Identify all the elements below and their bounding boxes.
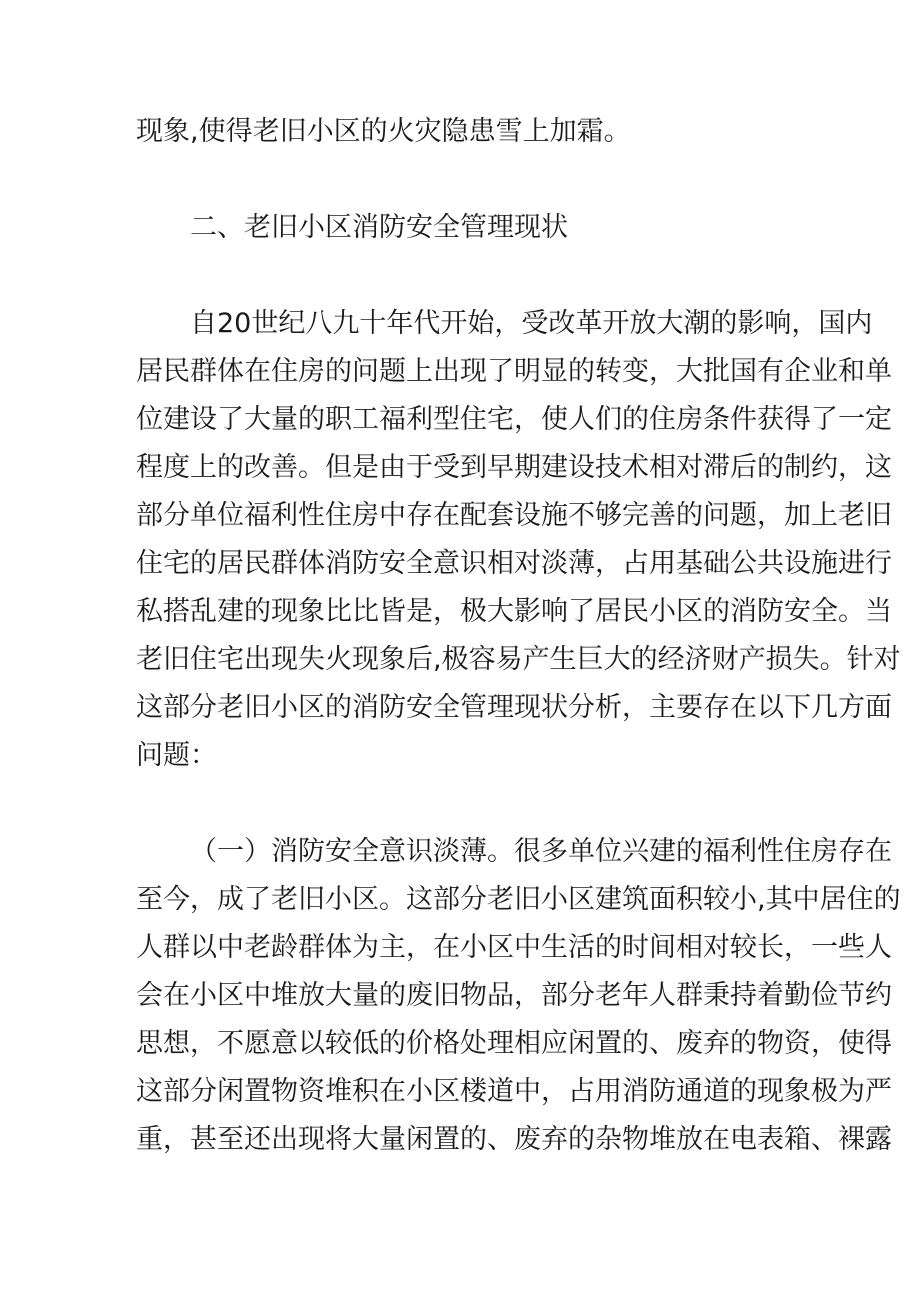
paragraph-line: 住宅的居民群体消防安全意识相对淡薄，占用基础公共设施进行	[136, 548, 892, 579]
paragraph-line: 自20世纪八九十年代开始，受改革开放大潮的影响，国内	[190, 308, 873, 339]
paragraph-line: 居民群体在住房的问题上出现了明显的转变，大批国有企业和单	[136, 356, 892, 387]
paragraph-line: 位建设了大量的职工福利型住宅，使人们的住房条件获得了一定	[136, 404, 892, 435]
paragraph-line: 至今，成了老旧小区。这部分老旧小区建筑面积较小,其中居住的	[136, 884, 901, 915]
paragraph-line: 老旧住宅出现失火现象后,极容易产生巨大的经济财产损失。针对	[136, 644, 901, 675]
paragraph-line: 这部分闲置物资堆积在小区楼道中，占用消防通道的现象极为严	[136, 1076, 892, 1107]
paragraph-line: 这部分老旧小区的消防安全管理现状分析，主要存在以下几方面	[136, 692, 892, 723]
section-heading: 二、老旧小区消防安全管理现状	[190, 212, 568, 243]
paragraph-line: 部分单位福利性住房中存在配套设施不够完善的问题，加上老旧	[136, 500, 892, 531]
paragraph-line: 会在小区中堆放大量的废旧物品，部分老年人群秉持着勤俭节约	[136, 980, 892, 1011]
paragraph-line: 人群以中老龄群体为主，在小区中生活的时间相对较长，一些人	[136, 932, 892, 963]
paragraph-line: 私搭乱建的现象比比皆是，极大影响了居民小区的消防安全。当	[136, 596, 892, 627]
paragraph-line: 问题：	[136, 740, 217, 771]
paragraph-line: 重，甚至还出现将大量闲置的、废弃的杂物堆放在电表箱、裸露	[136, 1124, 892, 1155]
continuation-line: 现象,使得老旧小区的火灾隐患雪上加霜。	[136, 116, 631, 147]
paragraph-line: 思想，不愿意以较低的价格处理相应闲置的、废弃的物资，使得	[136, 1028, 892, 1059]
paragraph-line: （一）消防安全意识淡薄。很多单位兴建的福利性住房存在	[190, 836, 892, 867]
paragraph-line: 程度上的改善。但是由于受到早期建设技术相对滞后的制约，这	[136, 452, 892, 483]
